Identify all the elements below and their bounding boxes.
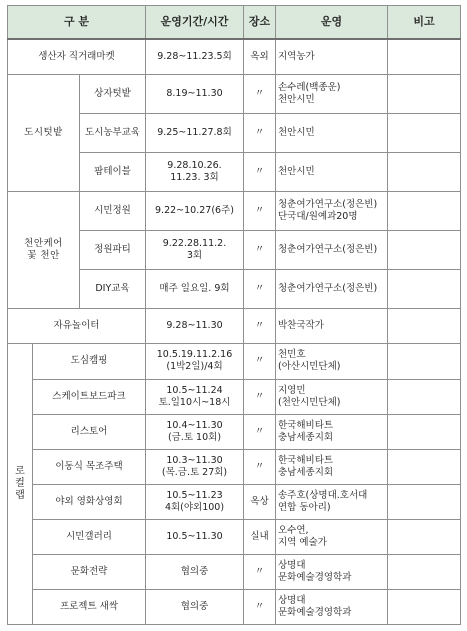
program-place: 〃 bbox=[244, 589, 276, 624]
header-note: 비고 bbox=[388, 6, 461, 40]
program-period: 10.5~11.23 4회(야외100) bbox=[146, 484, 244, 519]
program-place: 〃 bbox=[244, 231, 276, 270]
program-note bbox=[388, 114, 461, 153]
program-note bbox=[388, 192, 461, 231]
program-period: 9.28~11.23.5회 bbox=[146, 39, 244, 75]
program-note bbox=[388, 344, 461, 379]
program-operator: 오수연, 지역 예술가 bbox=[276, 519, 388, 554]
table-row bbox=[8, 344, 461, 379]
program-name: 도심캠핑 bbox=[33, 344, 146, 379]
program-name: 도시농부교육 bbox=[80, 114, 146, 153]
group-cheonan-care: 천안케어 꽃 천안 bbox=[8, 192, 80, 309]
program-place: 〃 bbox=[244, 75, 276, 114]
program-place: 〃 bbox=[244, 344, 276, 379]
program-name: 이동식 목조주택 bbox=[33, 449, 146, 484]
program-name: 생산자 직거래마켓 bbox=[8, 39, 146, 75]
program-operator: 청춘여가연구소(정은빈) bbox=[276, 270, 388, 309]
group-city-garden: 도시텃밭 bbox=[8, 75, 80, 192]
program-place: 〃 bbox=[244, 379, 276, 414]
program-note bbox=[388, 309, 461, 344]
program-name: 리스토어 bbox=[33, 414, 146, 449]
table-row bbox=[8, 554, 461, 589]
program-name: 문화전략 bbox=[33, 554, 146, 589]
program-operator: 상명대 문화예술경영학과 bbox=[276, 554, 388, 589]
program-period: 협의중 bbox=[146, 554, 244, 589]
program-operator: 천안시민 bbox=[276, 114, 388, 153]
program-period: 10.4~11.30 (금.토 10회) bbox=[146, 414, 244, 449]
program-note bbox=[388, 484, 461, 519]
program-note bbox=[388, 270, 461, 309]
program-name: DIY교육 bbox=[80, 270, 146, 309]
program-operator: 상명대 문화예술경영학과 bbox=[276, 589, 388, 624]
program-period: 9.22.28.11.2. 3회 bbox=[146, 231, 244, 270]
program-operator: 지역농가 bbox=[276, 39, 388, 75]
program-note bbox=[388, 231, 461, 270]
program-name: 자유놀이터 bbox=[8, 309, 146, 344]
program-name: 시민정원 bbox=[80, 192, 146, 231]
program-operator: 송주호(상명대.호서대 연합 동아리) bbox=[276, 484, 388, 519]
program-place: 옥상 bbox=[244, 484, 276, 519]
program-name: 야외 영화상영회 bbox=[33, 484, 146, 519]
program-note bbox=[388, 449, 461, 484]
table-row bbox=[8, 414, 461, 449]
table-row bbox=[8, 75, 461, 114]
group-local-lab: 로 컬 랩 bbox=[8, 344, 33, 625]
table-row bbox=[8, 379, 461, 414]
program-name: 상자텃밭 bbox=[80, 75, 146, 114]
table-row bbox=[8, 39, 461, 75]
program-note bbox=[388, 379, 461, 414]
program-operator: 지영민 (천안시민단체) bbox=[276, 379, 388, 414]
program-note bbox=[388, 75, 461, 114]
header-place: 장소 bbox=[244, 6, 276, 40]
program-place: 〃 bbox=[244, 153, 276, 192]
program-note bbox=[388, 519, 461, 554]
table-row bbox=[8, 449, 461, 484]
program-schedule-table bbox=[7, 5, 461, 625]
program-period: 10.5~11.30 bbox=[146, 519, 244, 554]
table-row bbox=[8, 192, 461, 231]
header-row bbox=[8, 6, 461, 40]
program-period: 10.5~11.24 토.일10시~18시 bbox=[146, 379, 244, 414]
program-note bbox=[388, 153, 461, 192]
program-operator: 한국해비타트 충남세종지회 bbox=[276, 449, 388, 484]
table-row bbox=[8, 309, 461, 344]
program-period: 9.25~11.27.8회 bbox=[146, 114, 244, 153]
program-operator: 천민호 (아산시민단체) bbox=[276, 344, 388, 379]
table-row bbox=[8, 484, 461, 519]
program-operator: 청춘여가연구소(정은빈) bbox=[276, 231, 388, 270]
program-place: 실내 bbox=[244, 519, 276, 554]
program-place: 옥외 bbox=[244, 39, 276, 75]
header-category: 구 분 bbox=[8, 6, 146, 40]
table-row bbox=[8, 519, 461, 554]
table-row bbox=[8, 589, 461, 624]
program-note bbox=[388, 414, 461, 449]
program-place: 〃 bbox=[244, 309, 276, 344]
program-name: 시민갤러리 bbox=[33, 519, 146, 554]
program-operator: 청춘여가연구소(정은빈) 단국대/원예과20명 bbox=[276, 192, 388, 231]
program-period: 9.28~11.30 bbox=[146, 309, 244, 344]
program-note bbox=[388, 554, 461, 589]
program-place: 〃 bbox=[244, 449, 276, 484]
program-period: 10.3~11.30 (목.금.토 27회) bbox=[146, 449, 244, 484]
program-period: 매주 일요일. 9회 bbox=[146, 270, 244, 309]
program-operator: 박찬국작가 bbox=[276, 309, 388, 344]
program-operator: 천안시민 bbox=[276, 153, 388, 192]
program-place: 〃 bbox=[244, 192, 276, 231]
program-period: 협의중 bbox=[146, 589, 244, 624]
program-place: 〃 bbox=[244, 554, 276, 589]
header-period: 운영기간/시간 bbox=[146, 6, 244, 40]
program-period: 10.5.19.11.2.16 (1박2일)/4회 bbox=[146, 344, 244, 379]
header-operator: 운영 bbox=[276, 6, 388, 40]
program-note bbox=[388, 589, 461, 624]
program-operator: 한국해비타트 충남세종지회 bbox=[276, 414, 388, 449]
program-name: 정원파티 bbox=[80, 231, 146, 270]
program-name: 스케이트보드파크 bbox=[33, 379, 146, 414]
program-place: 〃 bbox=[244, 114, 276, 153]
program-note bbox=[388, 39, 461, 75]
program-period: 9.28.10.26. 11.23. 3회 bbox=[146, 153, 244, 192]
program-place: 〃 bbox=[244, 414, 276, 449]
program-period: 9.22~10.27(6주) bbox=[146, 192, 244, 231]
program-name: 팜테이블 bbox=[80, 153, 146, 192]
program-name: 프로젝트 새싹 bbox=[33, 589, 146, 624]
program-period: 8.19~11.30 bbox=[146, 75, 244, 114]
program-operator: 손수레(백종운) 천안시민 bbox=[276, 75, 388, 114]
program-place: 〃 bbox=[244, 270, 276, 309]
